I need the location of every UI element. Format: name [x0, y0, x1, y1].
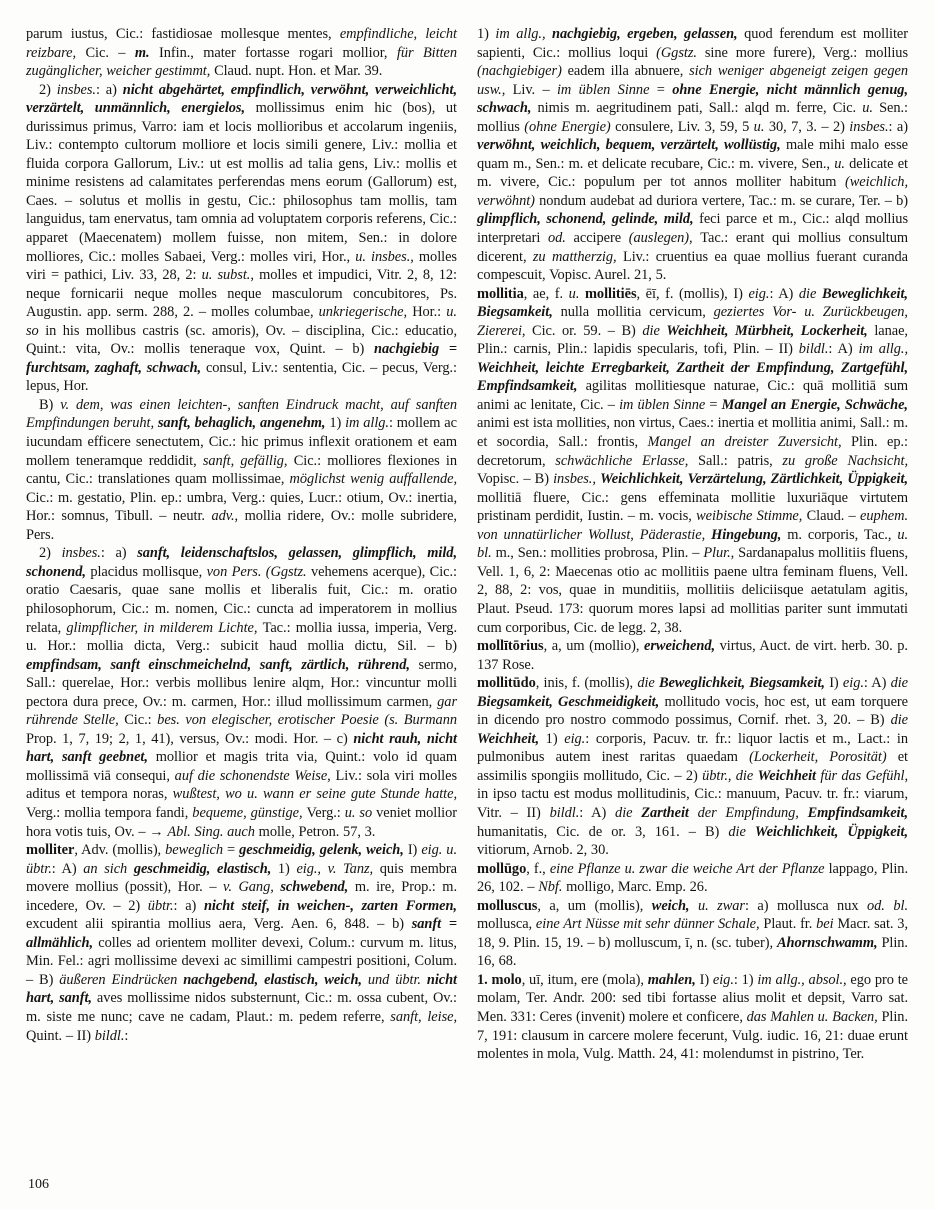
text-run: I) [829, 675, 843, 692]
dictionary-paragraph [477, 25, 908, 285]
text-run: für das Gefühl, [820, 767, 908, 784]
text-run: bei [816, 916, 838, 933]
dictionary-paragraph [477, 860, 908, 897]
text-run: 2) [39, 545, 62, 562]
text-run: ohne Energie, nicht männlich genug, schwach, [477, 81, 908, 117]
text-run: weich, [651, 897, 698, 914]
text-run: colles ad orientem molliter devexi, Colum.: curvum m. litus, Min. Fel.: agri mollissime devexi ac simillimi campestri positioni, Colum. – B) [26, 934, 457, 988]
text-run: : A) [863, 675, 891, 692]
text-run: : a) [95, 81, 123, 98]
text-run: nimis m. aegritudinem pati, Sall.: alqd m. ferre, Cic. [537, 100, 863, 117]
text-run: empfindliche, leicht reizbare, [26, 26, 457, 61]
text-run: , a, um (mollio), [543, 638, 645, 655]
page-number: 106 [28, 1177, 49, 1192]
text-run: bildl. [94, 1027, 125, 1044]
text-run: agilitas mollitiesque naturae, Cic.: quā mollitiā sum animi ac lenitate, Cic. – [477, 378, 908, 413]
text-run: Abl. Sing. auch [167, 823, 259, 840]
text-run: Quint. – II) [26, 1027, 95, 1044]
dictionary-paragraph [477, 637, 908, 674]
text-run: lanae, Plin.: carnis, Plin.: lapidis specularis, tofi, Plin. – II) [477, 322, 908, 358]
text-run: (ohne Energie) [524, 118, 616, 135]
text-run: die [615, 804, 642, 821]
text-run: Plaut. fr. [763, 916, 817, 933]
text-run: = [227, 842, 240, 859]
text-run: im allg., [858, 341, 908, 358]
text-run: geschmeidig, elastisch, [133, 860, 278, 877]
text-run: mollior et magis trita via, Quint.: volo id quam mollissimā viā consequi, [26, 749, 457, 784]
text-run: Cic. or. 59. – B) [532, 322, 643, 339]
text-run: empfindsam, sanft einschmeichelnd, sanft, zärtlich, rührend, [26, 656, 419, 673]
text-run: quod ferendum est molliter sapienti, Cic.: mollius loqui [477, 26, 909, 61]
text-run: : A) [769, 285, 799, 302]
text-run: auf die schonendste Weise, [174, 767, 336, 784]
text-run: nachgiebig, ergeben, gelassen, [552, 26, 745, 42]
text-run: Verg.: [306, 804, 345, 821]
text-run: Weichlichkeit, Üppigkeit, [754, 823, 908, 840]
text-run: nondum audebat ad duriora vertere, Tac.: m. se curare, Ter. – b) [539, 192, 908, 209]
text-run: (Lockerheit, Porosität) [749, 749, 898, 766]
text-run: glimpflich, schonend, gelinde, mild, [477, 211, 700, 228]
text-run: quis membra movere mollius (possit), Hor. – [26, 860, 457, 896]
text-run: sermo, Sall.: querelae, Hor.: verbis mollibus lenire alqm, Hor.: vincuntur molli pectora dura prece, Ov.: m. carmen, Hor.: illud mollissimum carmen, [26, 656, 457, 710]
text-run: Plin. 7, 191: clausum in carcere molere fecerunt, Vulg. iudic. 16, 21: duae erunt molentes in mola, Vulg. Matth. 24, 41: molendumst in pistrino, Ter. [477, 1008, 908, 1063]
text-run: Hingebung, [711, 526, 788, 543]
text-run: Claud. – [806, 508, 860, 525]
text-run: übtr. [147, 897, 174, 914]
text-run: sanft, behaglich, angenehm, [157, 415, 330, 432]
right-column [477, 25, 908, 1064]
text-run: die [890, 675, 909, 692]
text-run: u. subst., [201, 267, 260, 284]
text-run: 1) [545, 730, 565, 747]
text-run: , f., [526, 860, 550, 877]
text-run: nicht steif, in weichen-, zarten Formen, [203, 897, 457, 914]
dictionary-paragraph [477, 971, 908, 1064]
text-run: eig. [842, 675, 864, 692]
text-run: u. [753, 118, 769, 135]
text-run: et assimilis spongiis mollitudo, Cic. – 2) [477, 749, 908, 784]
text-run: : A) [51, 860, 84, 877]
text-run: v. dem, was einen leichten-, sanften Eindruck macht, auf sanften Empfindungen beruht, [26, 396, 457, 432]
text-run: animi est ista mollities, non virtus, Caes.: inertia et mollitia animi, Sall.: m. et socordia, Sall.: frontis, [477, 415, 908, 451]
text-run: Sen.: mollius [477, 100, 908, 135]
text-run: Weichheit, [477, 730, 546, 747]
text-run: I) [699, 971, 713, 988]
text-run: von Pers. (Ggstz. [206, 563, 312, 580]
text-run: Weichheit [757, 767, 821, 784]
text-run: die [642, 322, 667, 339]
text-run: Beweglichkeit, Biegsamkeit, [658, 675, 830, 692]
text-run: eig. [748, 285, 770, 302]
text-run: : a) mollusca nux [744, 897, 868, 914]
text-run: accipere [573, 230, 629, 247]
text-run: : a) [173, 897, 204, 914]
text-run: schwächliche Erlasse, [555, 452, 699, 469]
text-run: aves mollissime nidos substernunt, Cic.: m. ossa cubent, Ov.: m. siste me nunc; cave ne cadam, Plaut.: m. pedem referre, [26, 990, 458, 1025]
text-run: Empfindsamkeit, [807, 804, 909, 821]
text-run: die [798, 285, 822, 302]
text-run: mollitiēs [584, 285, 637, 302]
text-run: Biegsamkeit, Geschmeidigkeit, [477, 693, 665, 710]
text-run: Cic. – [85, 44, 135, 61]
text-run: und übtr. [367, 971, 427, 988]
text-run: mollitudo vocis, hoc est, ut eam torquere in dicendo pro nostro commodo possimus, Cornif. rhet. 3, 20. – B) [477, 693, 908, 729]
text-run: im allg., [495, 26, 553, 42]
text-run: insbes. [61, 545, 101, 562]
text-run: Weichlichkeit, Verzärtelung, Zärtlichkeit, Üppigkeit, [600, 471, 909, 488]
text-run: u. so [344, 804, 377, 821]
dictionary-paragraph [477, 674, 908, 859]
text-run: die [728, 823, 755, 840]
text-run: Weichheit, Mürbheit, Lockerheit, [666, 322, 875, 339]
text-run: parum iustus, Cic.: fastidiosae mollesque mentes, [26, 26, 340, 42]
text-run: (weichlich, verwöhnt) [477, 174, 908, 209]
text-run: B) [39, 396, 61, 413]
dictionary-paragraph [477, 897, 908, 971]
text-run: placidus mollisque, [90, 563, 207, 580]
text-run: (Ggstz. [656, 44, 705, 61]
text-run: nicht abgehärtet, empfindlich, verwöhnt, verweichlicht, verzärtelt, unmännlich, energielos, [26, 81, 458, 117]
text-run: vitiorum, Arnob. 2, 30. [477, 842, 609, 859]
text-run: Mangel an dreister Zuversicht, [647, 434, 851, 451]
text-run: consulere, Liv. 3, 59, 5 [615, 118, 754, 135]
text-run: Cic.: [124, 712, 158, 729]
text-run: humanitatis, Cic. de or. 3, 161. – B) [477, 823, 729, 840]
text-run: bildl. [798, 341, 829, 358]
text-run: vehemens acerque), Cic.: oratio Caesaris, quae sane mollis et liberalis fuit, Cic.: m. oratio philosophorum, Cic.: m. nomen, Cic.: cuncta ad imperatorem in mollius relata, [26, 563, 457, 636]
text-run: : 1) [733, 971, 758, 988]
text-run: Zartheit [641, 804, 698, 821]
text-run: adv. [211, 508, 235, 525]
text-run: u. [834, 155, 850, 172]
text-run: mollūgo [477, 860, 527, 877]
text-run: bildl. [549, 804, 580, 821]
text-run: sanft = allmählich, [26, 916, 457, 951]
text-run: übtr., die [702, 767, 758, 784]
text-run: excudent alii spirantia mollius aera, Verg. Aen. 6, 848. – b) [26, 916, 412, 933]
text-run: insbes. [56, 81, 96, 98]
text-run: ego pro te molam, Ter. Andr. 200: sed tibi fortasse alius molit et depsit, Varro sat. Men. 331: Ceres (invenit) molere et conficere, [477, 971, 908, 1025]
text-run: : mollem ac iucundam efficere senectutem, Cic.: hic primus inflexit orationem et eam mollem teneramque reddidit, [26, 415, 457, 469]
text-run: geschmeidig, gelenk, weich, [239, 842, 408, 859]
text-run: insbes. [849, 118, 889, 135]
text-run: weibische Stimme, [696, 508, 807, 525]
text-run: Infin., mater fortasse rogari mollior, [149, 44, 397, 61]
text-run: in his mollibus castris (sc. amoris), Ov. – disciplina, Cic.: educatio, Quint.: vita, Ov.: mollis teneraque vox, Quint. – b) [26, 322, 457, 358]
text-run: geziertes Vor- u. Zurückbeugen, Ziererei, [477, 304, 908, 339]
text-run: an sich [83, 860, 134, 877]
text-run: unkriegerische, [318, 304, 413, 321]
text-run: : a) [100, 545, 138, 562]
text-run: molliter [26, 842, 75, 859]
text-run: : A) [579, 804, 616, 821]
text-run: im üblen Sinne [619, 396, 710, 413]
text-run: : [124, 1027, 129, 1044]
text-run: eig. [564, 730, 586, 747]
text-run: feci parce et m., Cic.: alqd mollius interpretari [477, 211, 908, 247]
text-run: , mollia ridere, Ov.: molle subridere, Pers. [26, 508, 457, 543]
text-run: Sardanapalus mollitiis fluens, Vell. 1, 6, 2: Maecenas otio ac mollitiis paene ultra feminam fluens, Vell. 2, 88, 2: vos, quae in munditiis, mollitiis deliciisque aetatulam agitis, Plaut. Pseud. 173: quorum mores lapsi ad mollitias pariter sunt immutati cum corporibus, Cic. de legg. 2, 38. [477, 545, 908, 636]
text-run: Liv.: sola viri molles aditus et tempora noras, [26, 767, 457, 803]
text-run: = [656, 81, 673, 98]
text-run: die [637, 675, 659, 692]
text-run: Mangel an Energie, Schwäche, [721, 396, 908, 413]
text-run: Weichheit, leichte Erregbarkeit, Zartheit der Empfindung, Zartgefühl, Empfindsamkeit, [477, 359, 908, 395]
text-run: Claud. nupt. Hon. et Mar. 39. [214, 63, 383, 80]
text-run: 2) [39, 81, 57, 98]
dictionary-paragraph [26, 25, 457, 81]
text-run: in ipso tactu est modus mollitudinis, Cic.: manuum, Pacuv. tr. fr.: viarum, Vitr. – II) [477, 786, 908, 821]
text-run: veniet mollior hora votis tuis, Ov. – → [26, 804, 457, 840]
text-run: u. [862, 100, 880, 117]
text-run: nachgiebig = furchtsam, zaghaft, schwach, [26, 341, 457, 376]
text-run: Macr. sat. 3, 18, 9. Plin. 15, 19. – b) molluscum, ī, n. (sc. tuber), [477, 916, 908, 951]
text-run: mollītōrius [477, 638, 544, 655]
text-run: zu große Nachsicht, [782, 452, 908, 469]
text-run: , Adv. (mollis), [74, 842, 166, 859]
text-run: für Bitten zugänglicher, weicher gestimmt, [26, 44, 458, 80]
text-run: molluscus [477, 897, 538, 914]
text-run: : a) [888, 118, 908, 135]
text-run: Liv. – [512, 81, 557, 98]
text-run: im üblen Sinne [556, 81, 657, 98]
dictionary-paragraph [477, 285, 908, 637]
text-run: gar rührende Stelle, [26, 693, 457, 729]
text-run: der Empfindung, [697, 804, 808, 821]
text-run: sanft, leidenschaftslos, gelassen, glimpflich, mild, schonend, [26, 545, 457, 580]
text-run: sine more furere), Verg.: mollius [704, 44, 908, 61]
text-run: insbes., [553, 471, 601, 488]
text-run: molles viri = pathici, Liv. 33, 28, 2: [26, 248, 457, 284]
text-run: verwöhnt, weichlich, bequem, verzärtelt, wollüstig, [477, 137, 786, 154]
text-run: die [890, 712, 908, 729]
text-run: , uī, itum, ere (mola), [521, 971, 648, 988]
text-run: mahlen, [647, 971, 700, 988]
text-run: m., Sen.: mollities probrosa, Plin. – [495, 545, 704, 562]
text-run: das Mahlen u. Backen, [746, 1008, 882, 1025]
text-run: Prop. 1, 7, 19; 2, 1, 41), versus, Ov.: modi. Hor. – c) [26, 730, 354, 747]
text-run: u. zwar [697, 897, 745, 914]
text-run: I) [407, 842, 422, 859]
text-run: Liv.: cruentius ea quae mollius fuerant curanda compescuit, Vopisc. Aurel. 21, 5. [477, 248, 908, 284]
text-run: Ahornschwamm, [776, 934, 882, 951]
text-run: 1) [477, 26, 496, 42]
text-run: Tac.: erant qui mollius consultum dicerent, [477, 230, 908, 265]
text-run: m. [134, 44, 150, 61]
text-run: od. [548, 230, 574, 247]
text-run: Beweglichkeit, Biegsamkeit, [477, 285, 908, 321]
text-run: sich weniger abgeneigt zeigen gegen usw., [477, 63, 909, 98]
dictionary-paragraph [26, 396, 457, 544]
dictionary-paragraph [26, 841, 457, 1045]
text-run: Plin. 16, 68. [477, 934, 908, 970]
text-run: molle, Petron. 57, 3. [258, 823, 376, 840]
text-run: Plin. ep.: decretorum, [477, 434, 908, 469]
text-run: glimpflicher, in milderem Lichte, [66, 619, 263, 636]
text-run: v. Gang, [223, 879, 281, 896]
text-run: mollitia [477, 285, 524, 302]
text-run: : A) [828, 341, 859, 358]
text-run: euphem. von unnatürlicher Wollust, Päderastie, [477, 508, 909, 543]
text-run: bequeme, günstige, [192, 804, 307, 821]
text-run: male mihi malo esse quam m., Sen.: m. et delicate recubare, Cic.: m. vivere, Sen., [477, 137, 908, 172]
text-run: eig. [712, 971, 734, 988]
text-run: delicate et m. vivere, Cic.: populum per tot annos molliter habitum [477, 155, 908, 191]
text-run: (nachgiebiger) [477, 63, 568, 80]
dictionary-paragraph [26, 81, 457, 396]
text-run: virtus, Auct. de virt. herb. 30. p. 137 Rose. [477, 638, 908, 673]
text-run: mollusca, [477, 916, 536, 933]
text-run: consul, Liv.: sententia, Cic. – pecus, Verg.: lepus, Hor. [26, 359, 457, 395]
text-run: u. so [26, 304, 457, 339]
text-run: Sall.: patris, [698, 452, 783, 469]
text-run: nicht rauh, nicht hart, sanft geebnet, [26, 730, 457, 766]
text-run: erweichend, [644, 638, 720, 655]
dictionary-paragraph [26, 544, 457, 841]
text-run: sanft, gefällig, [202, 452, 294, 469]
text-run: Hor.: [412, 304, 447, 321]
text-run: 1) [329, 415, 346, 432]
text-run: eine Pflanze u. zwar die weiche Art der Pflanze [549, 860, 829, 877]
text-run: Vopisc. – B) [477, 471, 554, 488]
text-run: nicht hart, sanft, [26, 971, 457, 1007]
text-run: molles et impudici, Vitr. 2, 8, 12: neque fornicarii neque molles neque masculorum concubitores, Ps. Augustin. app. serm. 288, 2. – molles columbae, [26, 267, 457, 321]
text-run: nulla mollitia cervicum, [560, 304, 714, 321]
text-run: möglichst wenig auffallende, [289, 471, 457, 488]
text-run: mollissimus enim hic (bos), ut durissimus primus, Varro: iam et locis mollioribus et accolarum ingeniis, Liv.: contempto cultorum molliore et locis simili genere, Liv.: mollia et fluida corpora Gallorum, Liv.: ut est mollis ad talia gens, Liv.: mollis et minime resistens ad calamitates perferendas mens eorum (Gallorum) est, Caes. – solutus et mollis in gestu, Cic.: philosophus tam mollis, tam languidus, tam enervatus, tam omnia ad voluptatem corporis referens, Cic.: apparet (Maecenatem) mollem fuisse, non mitem, Sen.: in dolore molliores, Cic.: molles Sabaei, Verg.: molles viri, Hor., [26, 100, 457, 265]
text-run: eig. u. übtr. [26, 842, 457, 877]
text-run: 1. molo [477, 971, 522, 988]
text-run: eadem illa abnuere, [567, 63, 690, 80]
text-run: Verg.: mollia tempora fandi, [26, 804, 193, 821]
text-columns [26, 25, 908, 1064]
text-run: Cic.: molliores flexiones in cantu, Cic.: translationes quam mollissimae, [26, 452, 457, 488]
text-run: Tac.: mollia iussa, imperia, Verg. u. Hor.: mollia dicta, Verg.: subicit haud mollia dictu, Sil. – b) [26, 619, 457, 655]
text-run: eig., v. Tanz, [296, 860, 380, 877]
text-run: eine Art Nüsse mit sehr dünner Schale, [535, 916, 764, 933]
text-run: beweglich [165, 842, 228, 859]
text-run: mollitiā fluere, Cic.: gens effeminata mollitie luxuriāque virtutem pristinam perdidit, Iustin. – m. vocis, [477, 489, 908, 525]
left-column [26, 25, 457, 1064]
text-run: zu mattherzig, [532, 248, 623, 265]
text-run: m. corporis, Tac., [787, 526, 898, 543]
text-run: wußtest, wo u. wann er seine gute Stunde hatte, [172, 786, 457, 803]
text-run: od. bl. [867, 897, 908, 914]
text-run: : corporis, Pacuv. tr. fr.: liquor lactis et m., Lact.: in pulmonibus autem inest raritas quaedam [477, 730, 908, 766]
text-run: 30, 7, 3. – 2) [768, 118, 850, 135]
text-run: bes. von elegischer, erotischer Poesie (s. Burmann [157, 712, 457, 729]
text-run: nachgebend, elastisch, weich, [183, 971, 368, 988]
text-run: molligo, Marc. Emp. 26. [566, 879, 708, 896]
text-run: im allg., absol., [757, 971, 851, 988]
text-run: , ēī, f. (mollis), I) [636, 285, 749, 302]
text-run: m. ire, Prop.: m. incedere, Ov. – 2) [26, 879, 458, 914]
text-run: Nbf. [538, 879, 567, 896]
text-run: , a, um (mollis), [537, 897, 652, 914]
text-run: schwebend, [280, 879, 355, 896]
text-run: 1) [277, 860, 297, 877]
text-run: u. insbes., [355, 248, 419, 265]
text-run: u. [568, 285, 585, 302]
text-run: sanft, leise, [390, 1008, 457, 1025]
text-run: äußeren Eindrücken [59, 971, 184, 988]
text-run: lappago, Plin. 26, 102. – [477, 860, 908, 896]
text-run: mollitūdo [477, 675, 536, 692]
text-run: Plur., [703, 545, 739, 562]
text-run: (auslegen), [628, 230, 701, 247]
text-run: , inis, f. (mollis), [535, 675, 638, 692]
text-run: Cic.: m. gestatio, Plin. ep.: umbra, Verg.: quies, Lucr.: otium, Ov.: inertia, Hor.: somnus, Tibull. – neutr. [26, 489, 457, 525]
text-run: im allg. [345, 415, 389, 432]
text-run: u. bl. [477, 526, 909, 562]
text-run: = [709, 396, 722, 413]
text-run: , ae, f. [523, 285, 569, 302]
